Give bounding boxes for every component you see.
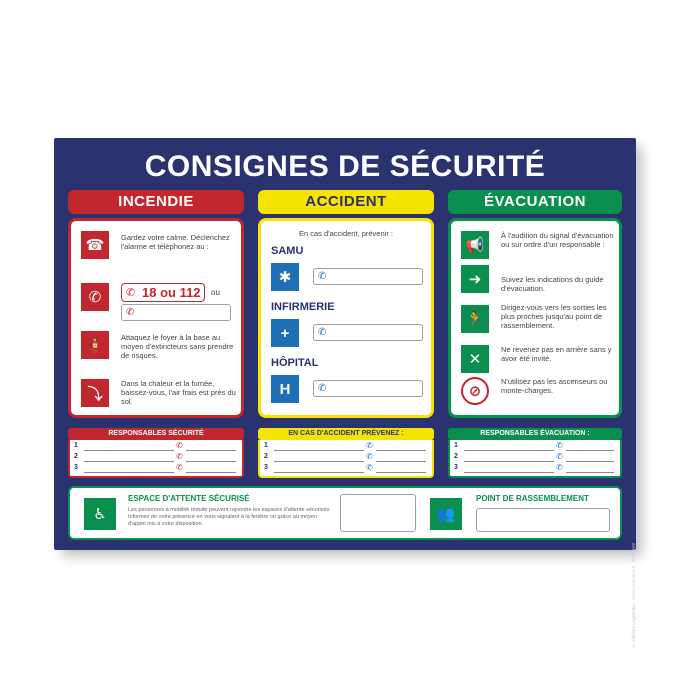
safety-poster	[54, 138, 636, 649]
resp-row[interactable]	[264, 464, 428, 474]
phone-line	[376, 472, 426, 473]
no-return-icon: ✕	[461, 345, 489, 373]
resp-securite-header: RESPONSABLES SÉCURITÉ	[68, 428, 244, 440]
credit-text: © Editions Legimedia - www.comertion.fr - AFF05V2	[631, 543, 636, 649]
infirmerie-icon: +	[271, 319, 299, 347]
phone-line	[566, 472, 614, 473]
row-number: 1	[454, 442, 458, 449]
resp-row[interactable]	[264, 442, 428, 452]
phone-icon: ✆	[318, 327, 327, 338]
resp-row[interactable]	[74, 453, 238, 463]
emergency-number-box	[121, 283, 205, 302]
resp-accident-header: EN CAS D'ACCIDENT PRÉVENEZ :	[258, 428, 434, 440]
resp-evacuation-box	[448, 440, 622, 478]
alt-phone-field[interactable]	[121, 304, 231, 321]
infirmerie-label: INFIRMERIE	[271, 301, 335, 313]
row-number: 2	[74, 453, 78, 460]
phone-icon: ✆	[176, 441, 183, 450]
incendie-attack-text: Attaquez le foyer à la base au moyen d'extincteurs sans prendre de risques.	[121, 333, 234, 360]
row-number: 1	[74, 442, 78, 449]
no-elevator-icon: ⊘	[461, 377, 489, 405]
phone-line	[186, 450, 236, 451]
phone-icon: ✆	[176, 452, 183, 461]
poster-title: CONSIGNES DE SÉCURITÉ	[144, 150, 546, 183]
evacuation-header: ÉVACUATION	[448, 190, 622, 214]
crawl-smoke-icon: ⤵	[81, 379, 109, 407]
name-line	[84, 461, 174, 462]
samu-phone-field[interactable]	[313, 268, 423, 285]
guide-icon: ➜	[461, 265, 489, 293]
incendie-smoke-text: Dans la chaleur et la fumée, baissez-vous, l'air frais est près du sol.	[121, 379, 236, 406]
assembly-point-icon: 👥	[430, 498, 462, 530]
phone-icon: ✆	[556, 463, 563, 472]
evac-exit-text: Dirigez-vous vers les sorties les plus proches jusqu'au point de rassemblement.	[501, 303, 607, 330]
resp-row[interactable]	[264, 453, 428, 463]
phone-line	[186, 472, 236, 473]
name-line	[274, 461, 364, 462]
phone-icon: ✆	[556, 441, 563, 450]
evac-signal-text: À l'audition du signal d'évacuation ou sur ordre d'un responsable :	[501, 231, 614, 249]
phone-icon: ✆	[366, 441, 373, 450]
phone-icon: ✆	[556, 452, 563, 461]
alarm-button-icon: ☎	[81, 231, 109, 259]
incendie-header: INCENDIE	[68, 190, 244, 214]
name-line	[84, 450, 174, 451]
rassemblement-field[interactable]	[476, 508, 610, 532]
accident-header: ACCIDENT	[258, 190, 434, 214]
row-number: 3	[264, 464, 268, 471]
row-number: 2	[264, 453, 268, 460]
phone-line	[376, 450, 426, 451]
hopital-phone-field[interactable]	[313, 380, 423, 397]
evac-guide-text: Suivez les indications du guide d'évacuation.	[501, 275, 604, 293]
hopital-label: HÔPITAL	[271, 357, 319, 369]
resp-accident-box	[258, 440, 434, 478]
resp-row[interactable]	[74, 464, 238, 474]
name-line	[464, 461, 554, 462]
name-line	[84, 472, 174, 473]
phone-icon: ✆	[176, 463, 183, 472]
resp-row[interactable]	[454, 464, 616, 474]
or-text: ou	[211, 288, 220, 297]
row-number: 2	[454, 453, 458, 460]
name-line	[464, 472, 554, 473]
evac-noreturn-text: Ne revenez pas en arrière sans y avoir été invité.	[501, 345, 612, 363]
resp-securite-box	[68, 440, 244, 478]
incendie-panel	[68, 218, 244, 418]
row-number: 3	[454, 464, 458, 471]
row-number: 1	[264, 442, 268, 449]
espace-attente-text: Les personnes à mobilité réduite peuvent rejoindre les espaces d'attente sécurisés. Informez de votre présence en vous signalant à la fenêtre ou grâce au moyen d'appel mis à votre disposition.	[128, 507, 331, 527]
phone-icon: ✆	[318, 271, 327, 282]
espace-attente-title: ESPACE D'ATTENTE SÉCURISÉ	[128, 494, 250, 503]
phone-line	[186, 461, 236, 462]
samu-label: SAMU	[271, 245, 304, 257]
rassemblement-title: POINT DE RASSEMBLEMENT	[476, 494, 589, 503]
exit-run-icon: 🏃	[461, 305, 489, 333]
phone-line	[376, 461, 426, 462]
espace-attente-field[interactable]	[340, 494, 416, 532]
name-line	[274, 472, 364, 473]
phone-line	[566, 450, 614, 451]
phone-icon: ✆	[318, 383, 327, 394]
evacuation-panel	[448, 218, 622, 418]
phone-icon: ✆	[126, 307, 135, 318]
emergency-number: 18 ou 112	[142, 285, 201, 300]
accident-intro: En cas d'accident, prévenir :	[299, 229, 393, 238]
phone-icon: ✆	[366, 463, 373, 472]
resp-row[interactable]	[454, 453, 616, 463]
horn-icon: 📢	[461, 231, 489, 259]
hopital-icon: H	[271, 375, 299, 403]
row-number: 3	[74, 464, 78, 471]
resp-row[interactable]	[454, 442, 616, 452]
evac-elevator-text: N'utilisez pas les ascenseurs ou monte-charges.	[501, 377, 608, 395]
name-line	[464, 450, 554, 451]
phone-icon: ✆	[366, 452, 373, 461]
extinguisher-icon: 🧯	[81, 331, 109, 359]
infirmerie-phone-field[interactable]	[313, 324, 423, 341]
phone-icon: ✆	[126, 287, 136, 299]
bottom-panel	[68, 486, 622, 540]
name-line	[274, 450, 364, 451]
resp-evacuation-header: RESPONSABLES ÉVACUATION :	[448, 428, 622, 440]
incendie-calm-text: Gardez votre calme. Déclenchez l'alarme et téléphonez au :	[121, 233, 230, 251]
wheelchair-refuge-icon: ♿	[84, 498, 116, 530]
accident-panel	[258, 218, 434, 418]
fire-phone-icon: ✆	[81, 283, 109, 311]
resp-row[interactable]	[74, 442, 238, 452]
phone-line	[566, 461, 614, 462]
samu-icon: ✱	[271, 263, 299, 291]
